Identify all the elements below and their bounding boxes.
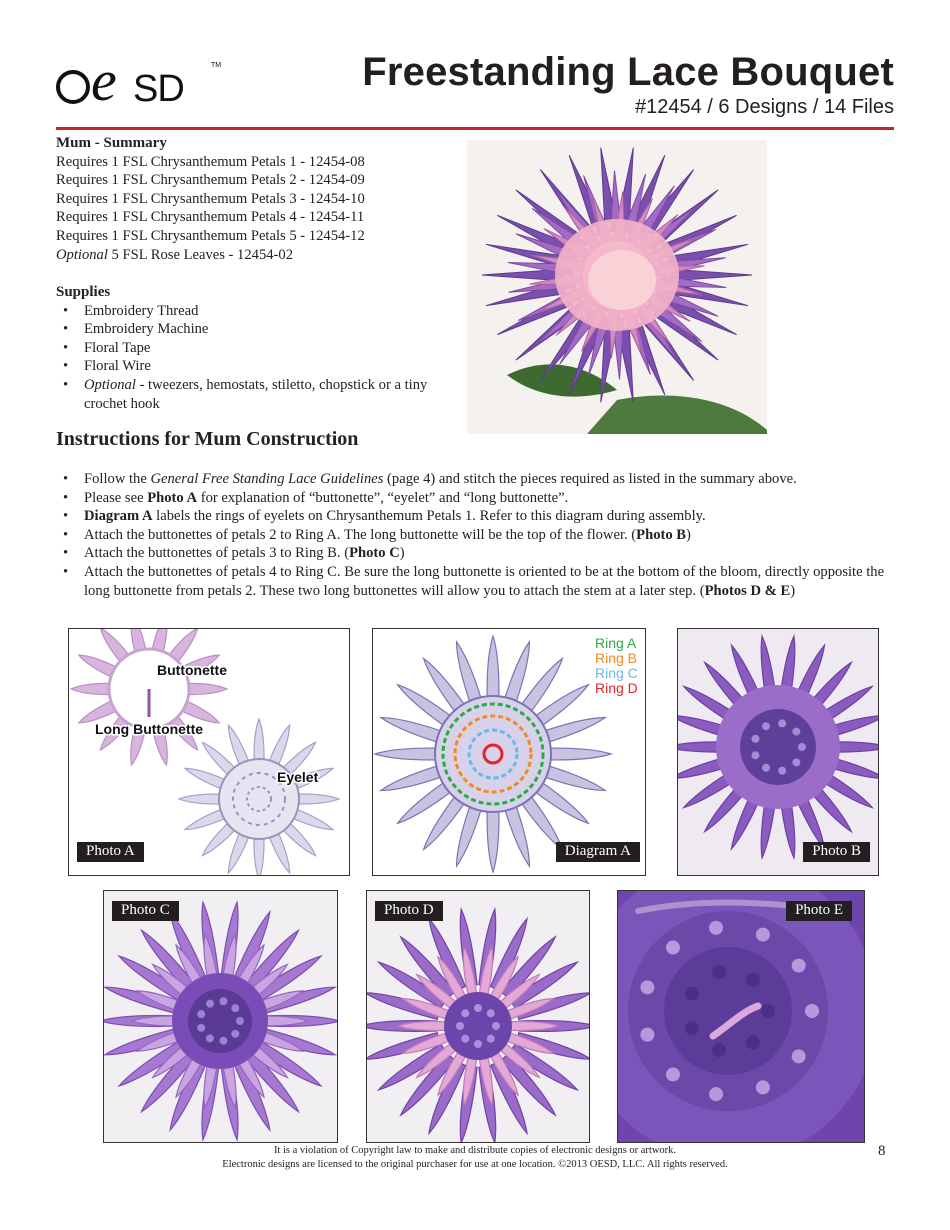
license-line: Electronic designs are licensed to the original purchaser for use at one location. ©2013 OESD, LLC. All rights reserved.: [222, 1158, 728, 1170]
eyelet-dot: [640, 1028, 654, 1042]
eyelet-dot: [778, 719, 786, 727]
eyelet-dot: [666, 941, 680, 955]
svg-text:TM: TM: [211, 62, 222, 69]
summary-optional-line: Optional 5 FSL Rose Leaves - 12454-02: [56, 246, 293, 263]
eyelet-dot: [792, 1049, 806, 1063]
photo-e: [617, 890, 865, 1143]
eyelet-dot: [761, 1004, 775, 1018]
instruction-item: • Attach the buttonettes of petals 3 to Ring B. (Photo C): [56, 544, 896, 563]
supply-item-optional: • Optional - tweezers, hemostats, stiletto, chopstick or a tiny crochet hook: [56, 376, 439, 413]
header-divider: [56, 127, 894, 130]
eyelet-dot: [792, 728, 800, 736]
eyelet-dot: [685, 987, 699, 1001]
eyelet-dot: [206, 1000, 214, 1008]
eyelet-dot: [709, 921, 723, 935]
summary-line: Requires 1 FSL Chrysanthemum Petals 5 - 12454-12: [56, 227, 365, 244]
eyelet-dot: [751, 735, 759, 743]
copyright-line: It is a violation of Copyright law to make and distribute copies of electronic designs or artwork.: [273, 1145, 677, 1156]
photo-a-label: Photo A: [77, 842, 144, 862]
copyright-footer: [0, 1144, 950, 1171]
page-title: Freestanding Lace Bouquet: [362, 50, 894, 94]
photo-b: [677, 628, 879, 876]
eyelet-dot: [712, 965, 726, 979]
ring-b-legend: Ring B: [595, 650, 638, 666]
eyelet-dot: [474, 1040, 482, 1048]
instruction-item: • Follow the General Free Standing Lace Guidelines (page 4) and stitch the pieces required as listed in the summary above.: [56, 470, 896, 489]
supplies-heading: Supplies: [56, 284, 111, 300]
eyelet-dot: [236, 1017, 244, 1025]
eyelet-dot: [666, 1067, 680, 1081]
ring-d-legend: Ring D: [595, 680, 638, 696]
eyelet-dot: [219, 1037, 227, 1045]
mum-photo: [467, 140, 767, 434]
eyelet-dot: [756, 928, 770, 942]
supply-item: • Floral Tape: [56, 339, 456, 358]
diagram-a: [372, 628, 646, 876]
eyelet-dot: [778, 767, 786, 775]
eyelet-dot: [762, 722, 770, 730]
photo-a: [68, 628, 350, 876]
photo-c-label: Photo C: [112, 901, 179, 921]
eyelet-dot: [487, 1009, 495, 1017]
eyelet-dot: [456, 1022, 464, 1030]
buttonette-label: Buttonette: [157, 662, 227, 678]
instruction-item: • Diagram A labels the rings of eyelets on Chrysanthemum Petals 1. Refer to this diagram during assembly.: [56, 507, 896, 526]
instruction-item: • Attach the buttonettes of petals 4 to Ring C. Be sure the long buttonette is oriented to be at the bottom of the bloom, directly opposite the long buttonette from petals 2. These two long buttonettes will allow you to attach the stem at a later step. (Photos D & E): [56, 563, 896, 600]
instruction-item: • Please see Photo A for explanation of “buttonette”, “eyelet” and “long buttonette”.: [56, 489, 896, 508]
mum-summary: [56, 134, 456, 264]
instruction-item: • Attach the buttonettes of petals 2 to Ring A. The long buttonette will be the top of the flower. (Photo B): [56, 526, 896, 545]
eyelet-dot: [762, 764, 770, 772]
supply-item: • Floral Wire: [56, 357, 456, 376]
eyelet-dot: [492, 1022, 500, 1030]
diagram-a-label: Diagram A: [556, 842, 640, 862]
eyelet-dot: [197, 1010, 205, 1018]
photo-d-label: Photo D: [375, 901, 443, 921]
eyelet-dot: [798, 743, 806, 751]
summary-line: Requires 1 FSL Chrysanthemum Petals 2 - 12454-09: [56, 172, 365, 189]
summary-line: Requires 1 FSL Chrysanthemum Petals 4 - 12454-11: [56, 209, 365, 226]
ring-a-legend: Ring A: [595, 635, 637, 651]
svg-text:SD: SD: [133, 68, 184, 108]
photo-d: [366, 890, 590, 1143]
eyelet-dot: [461, 1009, 469, 1017]
eyelet-dot: [792, 758, 800, 766]
eyelet-dot: [751, 751, 759, 759]
eyelet-dot: [640, 980, 654, 994]
photo-e-label: Photo E: [786, 901, 852, 921]
instructions-heading: Instructions for Mum Construction: [56, 428, 359, 450]
page-subtitle: #12454 / 6 Designs / 14 Files: [634, 96, 894, 118]
long-buttonette-label: Long Buttonette: [95, 721, 204, 737]
eyelet-dot: [197, 1024, 205, 1032]
eyelet-dot: [756, 1080, 770, 1094]
eyelet-dot: [685, 1021, 699, 1035]
instructions-list: [56, 470, 896, 600]
summary-line: Requires 1 FSL Chrysanthemum Petals 1 - 12454-08: [56, 153, 365, 170]
oesd-logo: [55, 52, 225, 108]
eyelet-dot: [461, 1035, 469, 1043]
eyelet-dot: [746, 1035, 760, 1049]
photo-b-label: Photo B: [803, 842, 870, 862]
page-number: 8: [878, 1143, 886, 1159]
eyelet-dot: [206, 1034, 214, 1042]
supplies-section: [56, 283, 456, 413]
svg-text:e: e: [91, 52, 117, 108]
supply-item: • Embroidery Thread: [56, 302, 456, 321]
eyelet-dot: [231, 1030, 239, 1038]
eyelet-label: Eyelet: [277, 769, 319, 785]
photo-c: [103, 890, 338, 1143]
eyelet-dot: [219, 997, 227, 1005]
eyelet-dot: [709, 1087, 723, 1101]
eyelet-dot: [231, 1004, 239, 1012]
ring-c-legend: Ring C: [595, 665, 638, 681]
summary-heading: Mum - Summary: [56, 135, 167, 151]
eyelet-dot: [712, 1043, 726, 1057]
eyelet-dot: [746, 973, 760, 987]
supply-item: • Embroidery Machine: [56, 320, 456, 339]
eyelet-dot: [792, 959, 806, 973]
summary-line: Requires 1 FSL Chrysanthemum Petals 3 - 12454-10: [56, 190, 365, 207]
eyelet-dot: [487, 1035, 495, 1043]
eyelet-dot: [474, 1004, 482, 1012]
eyelet-dot: [805, 1004, 819, 1018]
